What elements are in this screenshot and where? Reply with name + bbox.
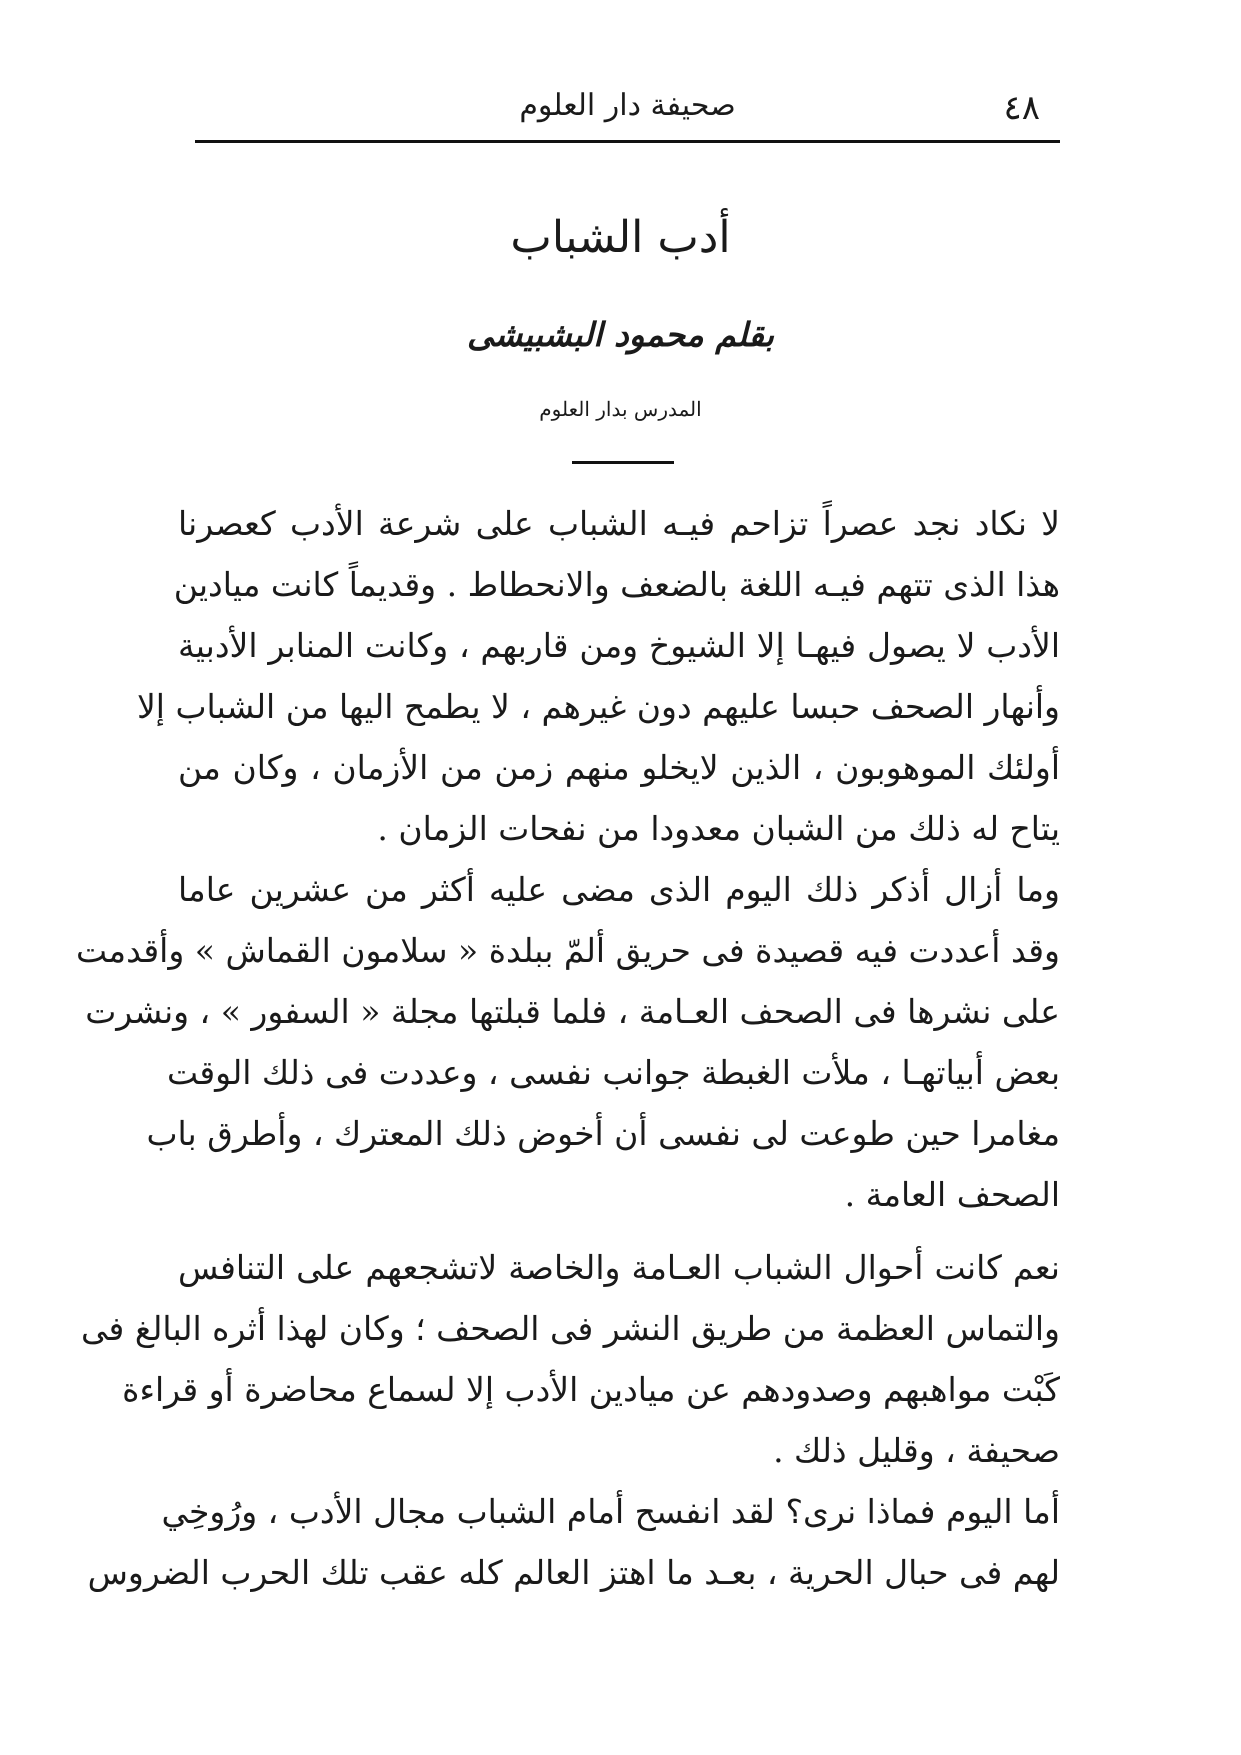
text-line: وما أزال أذكر ذلك اليوم الذى مضى عليه أكثر من عشرين عاما xyxy=(178,870,1060,909)
title-divider xyxy=(572,461,674,464)
text-line: لا نكاد نجد عصراً تزاحم فيـه الشباب على شرعة الأدب كعصرنا xyxy=(178,504,1060,543)
text-line: لهم فى حبال الحرية ، بعـد ما اهتز العالم كله عقب تلك الحرب الضروس xyxy=(87,1553,1060,1592)
text-line: وأنهار الصحف حبسا عليهم دون غيرهم ، لا يطمح اليها من الشباب إلا xyxy=(136,687,1060,726)
paragraph xyxy=(76,859,1060,1225)
text-line: الصحف العامة . xyxy=(844,1175,1060,1214)
text-line: بعض أبياتهـا ، ملأت الغبطة جوانب نفسى ، وعددت فى ذلك الوقت xyxy=(166,1053,1060,1092)
author-affiliation: المدرس بدار العلوم xyxy=(539,397,702,421)
journal-title: صحيفة دار العلوم xyxy=(519,88,736,123)
article-title: أدب الشباب xyxy=(510,212,731,263)
page-number: ٤٨ xyxy=(1003,88,1040,128)
paragraph xyxy=(136,493,1060,859)
paragraph-gap xyxy=(178,1225,1060,1237)
text-line: الأدب لا يصول فيهـا إلا الشيوخ ومن قاربهم ، وكانت المنابر الأدبية xyxy=(178,626,1060,665)
text-line: أما اليوم فماذا نرى؟ لقد انفسح أمام الشباب مجال الأدب ، ورُوخِي xyxy=(161,1492,1060,1531)
paragraph xyxy=(87,1481,1060,1603)
text-line: نعم كانت أحوال الشباب العـامة والخاصة لاتشجعهم على التنافس xyxy=(178,1248,1060,1287)
text-line: أولئك الموهوبون ، الذين لايخلو منهم زمن من الأزمان ، وكان من xyxy=(178,748,1060,787)
article-body xyxy=(76,493,1060,1603)
header-divider xyxy=(195,140,1060,143)
paragraph xyxy=(81,1237,1060,1481)
text-line: وقد أعددت فيه قصيدة فى حريق ألمّ ببلدة « سلامون القماش » وأقدمت xyxy=(76,931,1060,970)
text-line: صحيفة ، وقليل ذلك . xyxy=(773,1431,1060,1470)
text-line: كَبْت مواهبهم وصدودهم عن ميادين الأدب إلا لسماع محاضرة أو قراءة xyxy=(122,1370,1060,1409)
author-byline: بقلم محمود البشبيشى xyxy=(466,315,775,354)
text-line: مغامرا حين طوعت لى نفسى أن أخوض ذلك المعترك ، وأطرق باب xyxy=(146,1114,1060,1153)
text-line: على نشرها فى الصحف العـامة ، فلما قبلتها مجلة « السفور » ، ونشرت xyxy=(85,992,1060,1031)
text-line: والتماس العظمة من طريق النشر فى الصحف ؛ وكان لهذا أثره البالغ فى xyxy=(81,1309,1060,1348)
text-line: هذا الذى تتهم فيـه اللغة بالضعف والانحطاط . وقديماً كانت ميادين xyxy=(173,565,1060,604)
text-line: يتاح له ذلك من الشبان معدودا من نفحات الزمان . xyxy=(377,809,1060,848)
running-header xyxy=(195,82,1060,142)
